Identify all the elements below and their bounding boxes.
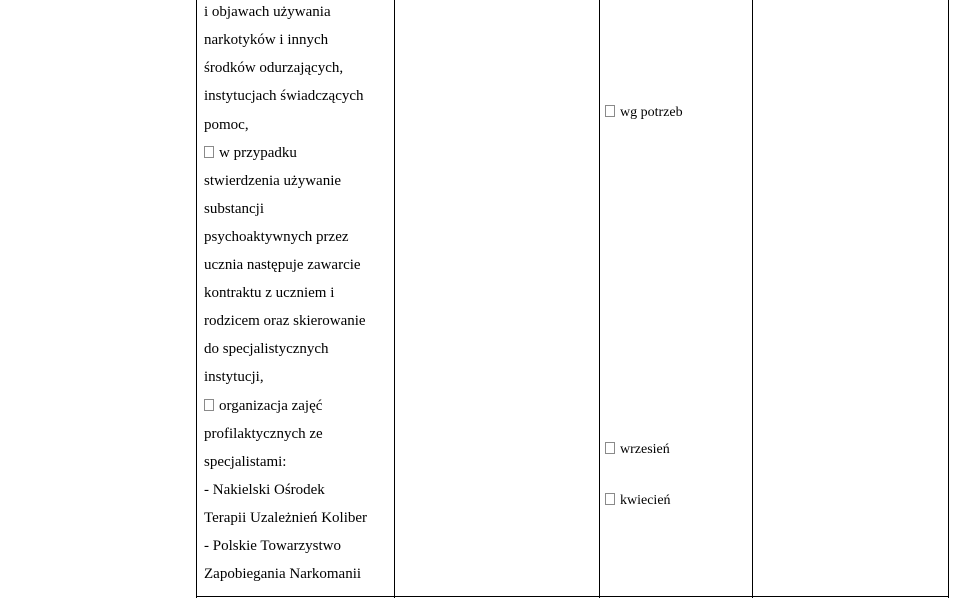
text-line: profilaktycznych ze (204, 426, 323, 442)
text-line: instytucji, (204, 369, 264, 385)
bullet-text: organizacja zajęć (219, 398, 323, 414)
text-line: Terapii Uzależnień Koliber (204, 510, 368, 526)
schedule-item (605, 104, 683, 122)
text-line: narkotyków i innych (204, 32, 329, 48)
text-line: rodzicem oraz skierowanie (204, 313, 366, 329)
checkbox-bullet-icon (605, 105, 615, 117)
schedule-text: wg potrzeb (620, 105, 683, 120)
text-line: - Polskie Towarzystwo (204, 538, 341, 554)
checkbox-bullet-icon (204, 399, 214, 411)
bullet-line (204, 144, 297, 162)
text-line: specjalistami: (204, 454, 287, 470)
text-line: ucznia następuje zawarcie (204, 257, 361, 273)
schedule-item (605, 492, 671, 510)
table-divider-1 (394, 0, 395, 598)
text-line: - Nakielski Ośrodek (204, 482, 325, 498)
text-line: substancji (204, 201, 264, 217)
text-line: stwierdzenia używanie (204, 173, 342, 189)
schedule-text: kwiecień (620, 493, 671, 508)
bullet-line (204, 397, 322, 415)
text-line: i objawach używania (204, 4, 331, 20)
text-line: kontraktu z uczniem i (204, 285, 335, 301)
schedule-text: wrzesień (620, 442, 670, 457)
text-line: pomoc, (204, 117, 249, 133)
text-line: psychoaktywnych przez (204, 229, 349, 245)
checkbox-bullet-icon (605, 442, 615, 454)
table-divider-3 (752, 0, 753, 598)
bullet-text: w przypadku (219, 145, 297, 161)
table-border-left (196, 0, 197, 598)
text-line: Zapobiegania Narkomanii (204, 566, 362, 582)
table-divider-2 (599, 0, 600, 598)
schedule-item (605, 441, 670, 459)
text-line: do specjalistycznych (204, 341, 329, 357)
table-border-bottom (196, 596, 949, 597)
checkbox-bullet-icon (204, 146, 214, 158)
text-line: instytucjach świadczących (204, 88, 364, 104)
table-border-right (948, 0, 949, 598)
text-line: środków odurzających, (204, 60, 344, 76)
checkbox-bullet-icon (605, 493, 615, 505)
